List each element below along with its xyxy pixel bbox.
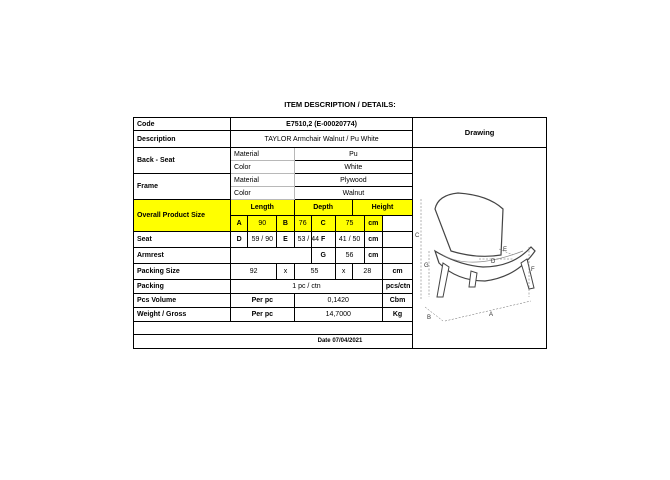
- dim-letter-c: C: [415, 233, 420, 239]
- dim-letter-a: A: [489, 312, 494, 318]
- packing-unit: pcs/ctn: [382, 280, 412, 294]
- packing-size-unit: cm: [382, 264, 412, 280]
- weight-per: Per pc: [231, 308, 295, 322]
- pcs-volume-label: Pcs Volume: [134, 294, 231, 308]
- dim-letter-e: E: [503, 247, 508, 253]
- height-header: Height: [352, 200, 412, 216]
- armrest-spacer: [382, 248, 412, 264]
- frame-label: Frame: [134, 174, 231, 200]
- packing-size-height: 28: [352, 264, 382, 280]
- dim-d-letter: D: [231, 232, 248, 248]
- chair-drawing: [413, 159, 537, 337]
- dim-g-letter: G: [311, 248, 335, 264]
- code-value: E7510,2 (E-00020774): [231, 118, 413, 131]
- armrest-label: Armrest: [134, 248, 231, 264]
- drawing-header: Drawing: [413, 118, 547, 148]
- dim-e-letter: E: [277, 232, 294, 248]
- packing-size-length: 92: [231, 264, 277, 280]
- chair-leg-back: [469, 271, 477, 287]
- frame-material-label: Material: [231, 174, 295, 187]
- dim-a-value: 90: [248, 216, 277, 232]
- dim-c-value: 75: [335, 216, 364, 232]
- dim-a-letter: A: [231, 216, 248, 232]
- back-seat-material-label: Material: [231, 148, 295, 161]
- chair-drawing-svg: [413, 159, 537, 337]
- code-label: Code: [134, 118, 231, 131]
- overall-size-label: Overall Product Size: [134, 200, 231, 232]
- chair-back-shape: [435, 193, 503, 256]
- overall-unit: cm: [364, 216, 382, 232]
- length-header: Length: [231, 200, 295, 216]
- dim-letter-g: G: [424, 263, 429, 269]
- weight-value: 14,7000: [294, 308, 382, 322]
- dim-b-value: 76: [294, 216, 311, 232]
- packing-size-x1: x: [277, 264, 294, 280]
- frame-color-value: Walnut: [294, 187, 413, 200]
- description-label: Description: [134, 131, 231, 148]
- armrest-unit: cm: [364, 248, 382, 264]
- dim-b-letter: B: [277, 216, 294, 232]
- back-seat-label: Back - Seat: [134, 148, 231, 174]
- packing-label: Packing: [134, 280, 231, 294]
- depth-header: Depth: [294, 200, 352, 216]
- packing-value: 1 pc / ctn: [231, 280, 383, 294]
- back-seat-color-label: Color: [231, 161, 295, 174]
- chair-leg-front-right: [521, 259, 534, 289]
- dim-letter-d: D: [491, 259, 496, 265]
- dim-letter-b: B: [427, 315, 432, 321]
- armrest-empty: [231, 248, 312, 264]
- spacer-cell-1: [134, 322, 413, 335]
- dim-a-line: [445, 301, 531, 321]
- description-value: TAYLOR Armchair Walnut / Pu White: [231, 131, 413, 148]
- weight-unit: Kg: [382, 308, 412, 322]
- dim-c-letter: C: [311, 216, 335, 232]
- dim-e-value: 53 / 44: [294, 232, 311, 248]
- dim-f-letter: F: [311, 232, 335, 248]
- dim-f-value: 41 / 50: [335, 232, 364, 248]
- pcs-volume-per: Per pc: [231, 294, 295, 308]
- seat-unit: cm: [364, 232, 382, 248]
- dim-g-value: 56: [335, 248, 364, 264]
- back-seat-material-value: Pu: [294, 148, 413, 161]
- dim-letter-f: F: [531, 267, 535, 273]
- frame-material-value: Plywood: [294, 174, 413, 187]
- back-seat-material-row: [134, 148, 547, 161]
- drawing-cell: [413, 148, 547, 349]
- back-seat-color-value: White: [294, 161, 413, 174]
- footer-date: Date 07/04/2021: [134, 335, 547, 349]
- seat-spacer: [382, 232, 412, 248]
- weight-label: Weight / Gross: [134, 308, 231, 322]
- packing-size-label: Packing Size: [134, 264, 231, 280]
- chair-leg-front-left: [437, 263, 449, 297]
- item-details-table: [133, 117, 547, 349]
- pcs-volume-value: 0,1420: [294, 294, 382, 308]
- page-title: ITEM DESCRIPTION / DETAILS:: [284, 100, 396, 109]
- packing-size-x2: x: [335, 264, 352, 280]
- pcs-volume-unit: Cbm: [382, 294, 412, 308]
- frame-color-label: Color: [231, 187, 295, 200]
- packing-size-width: 55: [294, 264, 335, 280]
- seat-label: Seat: [134, 232, 231, 248]
- dim-d-value: 59 / 90: [248, 232, 277, 248]
- code-row: [134, 118, 547, 131]
